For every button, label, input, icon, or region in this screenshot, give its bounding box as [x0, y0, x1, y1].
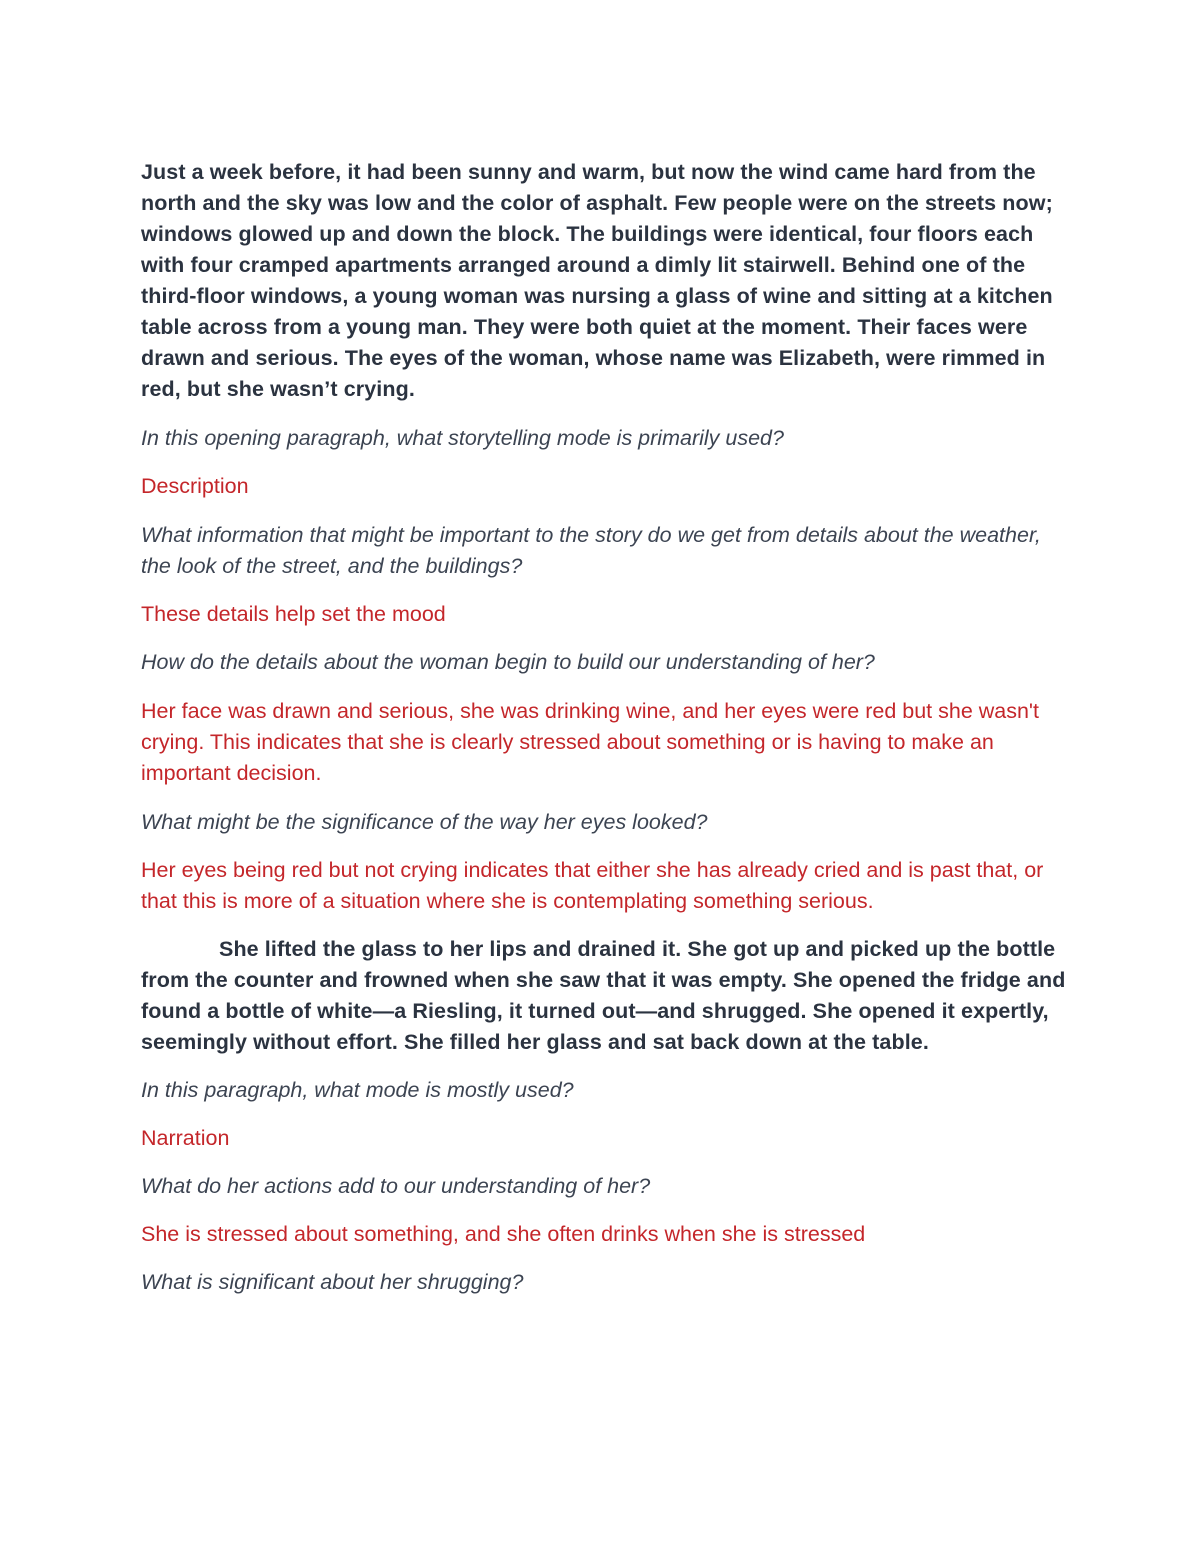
answer-1: Description — [141, 474, 249, 498]
answer-4: Her eyes being red but not crying indicates that either she has already cried and is past that, or that this is more of a situation where she is contemplating something serious. — [141, 858, 1044, 913]
answer-5: Narration — [141, 1126, 230, 1150]
passage-paragraph-2: She lifted the glass to her lips and drained it. She got up and picked up the bottle from the counter and frowned when she saw that it was empty. She opened the fridge and found a bottle of white—a Riesling, it turned out—and shrugged. She opened it expertly, seemingly without effort. She filled her glass and sat back down at the table. — [141, 937, 1066, 1054]
question-1: In this opening paragraph, what storytelling mode is primarily used? — [141, 426, 784, 450]
answer-6: She is stressed about something, and she often drinks when she is stressed — [141, 1222, 866, 1246]
question-5: In this paragraph, what mode is mostly used? — [141, 1078, 574, 1102]
question-7: What is significant about her shrugging? — [141, 1270, 524, 1294]
answer-2: These details help set the mood — [141, 602, 446, 626]
question-6: What do her actions add to our understanding of her? — [141, 1174, 651, 1198]
question-4: What might be the significance of the way her eyes looked? — [141, 810, 708, 834]
answer-3: Her face was drawn and serious, she was drinking wine, and her eyes were red but she wasn't crying. This indicates that she is clearly stressed about something or is having to make an important decision. — [141, 699, 1040, 785]
question-2: What information that might be important to the story do we get from details about the weather, the look of the street, and the buildings? — [141, 523, 1041, 578]
passage-paragraph-1: Just a week before, it had been sunny and warm, but now the wind came hard from the north and the sky was low and the color of asphalt. Few people were on the streets now; windows glowed up and down the block. The buildings were identical, four floors each with four cramped apartments arranged around a dimly lit stairwell. Behind one of the third-floor windows, a young woman was nursing a glass of wine and sitting at a kitchen table across from a young man. They were both quiet at the moment. Their faces were drawn and serious. The eyes of the woman, whose name was Elizabeth, were rimmed in red, but she wasn’t crying. — [141, 160, 1053, 401]
document-page — [141, 157, 1066, 1298]
question-3: How do the details about the woman begin to build our understanding of her? — [141, 650, 875, 674]
